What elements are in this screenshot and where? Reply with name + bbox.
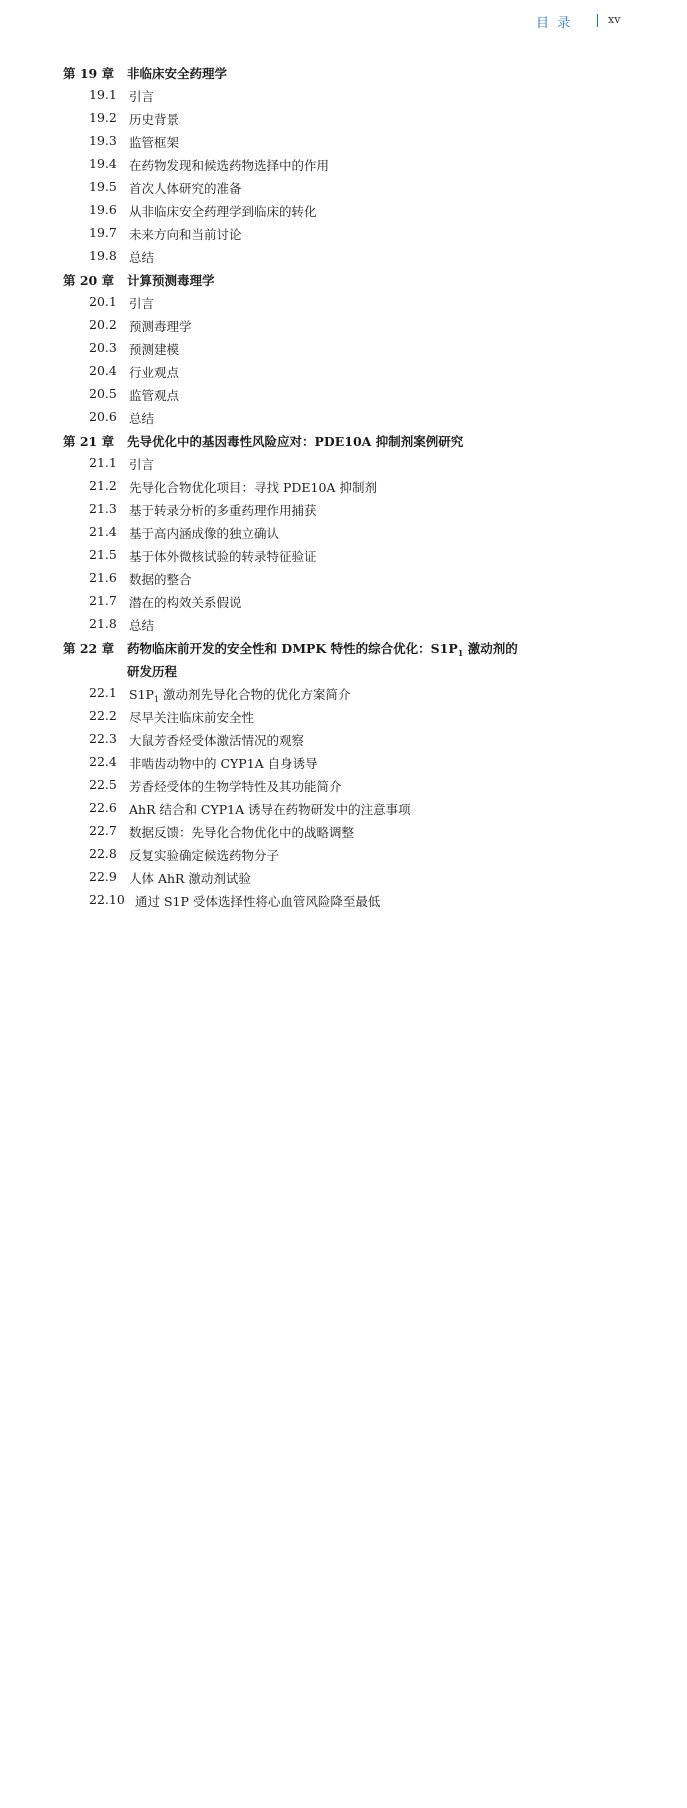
toc-section-entry[interactable] [0,175,687,198]
toc-section-entry[interactable] [0,612,687,635]
toc-entry-title: 总结 [129,411,155,426]
toc-entry-title: 大鼠芳香烃受体激活情况的观察 [129,733,305,748]
toc-entry-title: 总结 [129,250,155,265]
toc-section-entry[interactable] [0,704,687,727]
toc-entry-title: 总结 [129,618,155,633]
toc-entry-number: 20.6 [89,409,117,424]
toc-entry-title: 从非临床安全药理学到临床的转化 [129,204,317,219]
toc-entry-number: 21.6 [89,570,117,585]
toc-section-entry[interactable] [0,566,687,589]
toc-entry-number: 21.3 [89,501,117,516]
toc-entry-title: 基于转录分析的多重药理作用捕获 [129,503,317,518]
toc-section-entry[interactable] [0,520,687,543]
toc-entry-number: 22.7 [89,823,117,838]
toc-section-entry[interactable] [0,819,687,842]
toc-entry-number: 第 20 章 [63,273,115,288]
toc-entry-number: 21.5 [89,547,117,562]
toc-entry-title: 基于体外微核试验的转录特征验证 [129,549,317,564]
toc-entry-number: 20.3 [89,340,117,355]
running-header [0,8,687,34]
toc-entry-title: 先导化合物优化项目：寻找 PDE10A 抑制剂 [129,480,377,495]
toc-entry-title: 引言 [129,296,155,311]
toc-entry-number: 22.4 [89,754,117,769]
toc-entry-title: 芳香烃受体的生物学特性及其功能简介 [129,779,342,794]
toc-entry-title-part: S1P [129,687,154,702]
toc-entry-subscript: 1 [457,648,464,658]
toc-entry-number: 21.7 [89,593,117,608]
toc-entry-number: 19.7 [89,225,117,240]
toc-entry-title: 人体 AhR 激动剂试验 [129,871,251,886]
toc-entry-subscript: 1 [153,695,160,704]
toc-entry-number: 19.2 [89,110,117,125]
toc-section-entry[interactable] [0,750,687,773]
toc-section-entry[interactable] [0,336,687,359]
toc-entry-title: 未来方向和当前讨论 [129,227,242,242]
toc-entry-page [0,892,626,1808]
toc-entry-title: 预测建模 [129,342,180,357]
toc-entry-title: 预测毒理学 [129,319,192,334]
toc-entry-title: 通过 S1P 受体选择性将心血管风险降至最低 [135,894,381,909]
toc-section-entry[interactable] [0,313,687,336]
toc-section-entry[interactable] [0,842,687,865]
toc-entry-title: 行业观点 [129,365,180,380]
toc-entry-number: 22.10 [89,892,125,907]
toc-entry-title: 非啮齿动物中的 CYP1A 自身诱导 [129,756,318,771]
toc-entry-number: 22.8 [89,846,117,861]
toc-entry-number: 22.1 [89,685,117,700]
toc-section-entry[interactable] [0,198,687,221]
toc-entry-title: 先导优化中的基因毒性风险应对：PDE10A 抑制剂案例研究 [127,434,464,449]
toc-section-entry[interactable] [0,589,687,612]
header-divider [597,14,598,27]
toc-entry-number: 21.4 [89,524,117,539]
toc-section-entry[interactable] [0,244,687,267]
toc-entry-title: 首次人体研究的准备 [129,181,242,196]
toc-entry-title: 监管观点 [129,388,180,403]
toc-section-entry[interactable] [0,290,687,313]
toc-entry-title: 潜在的构效关系假说 [129,595,242,610]
toc-entry-title-part: 激动剂先导化合物的优化方案简介 [159,687,351,702]
toc-section-entry[interactable] [0,681,687,704]
toc-section-entry[interactable] [0,474,687,497]
toc-entry-title: 历史背景 [129,112,180,127]
toc-entry-title: 在药物发现和候选药物选择中的作用 [129,158,330,173]
toc-chapter-entry[interactable] [0,60,687,83]
toc-entry-title-part: 药物临床前开发的安全性和 DMPK 特性的综合优化：S1P [127,641,458,656]
toc-entry-title: 反复实验确定候选药物分子 [129,848,280,863]
toc-entry-number: 22.9 [89,869,117,884]
toc-chapter-continuation[interactable] [0,658,687,681]
toc-section-entry[interactable] [0,405,687,428]
toc-entry-number: 20.5 [89,386,117,401]
toc-section-entry[interactable] [0,451,687,474]
toc-section-entry[interactable] [0,497,687,520]
toc-entry-number: 19.5 [89,179,117,194]
toc-section-entry[interactable] [0,382,687,405]
toc-section-entry[interactable] [0,129,687,152]
toc-entry-number: 19.8 [89,248,117,263]
toc-entry-title: 引言 [129,89,155,104]
toc-entry-title: 研发历程 [127,664,178,679]
toc-entry-title: 非临床安全药理学 [127,66,228,81]
toc-entry-title: 引言 [129,457,155,472]
toc-entry-title [127,639,518,657]
toc-entry-number: 20.1 [89,294,117,309]
header-title: 目 录 [536,16,573,31]
toc-entry-number: 21.8 [89,616,117,631]
toc-section-entry[interactable] [0,543,687,566]
toc-entry-title: 监管框架 [129,135,180,150]
header-page-number: xv [608,13,621,26]
toc-entry-number: 20.2 [89,317,117,332]
toc-entry-title: 计算预测毒理学 [127,273,215,288]
toc-entry-title: 数据反馈：先导化合物优化中的战略调整 [129,825,355,840]
toc-section-entry[interactable] [0,865,687,888]
toc-chapter-entry[interactable] [0,267,687,290]
toc-section-entry[interactable] [0,106,687,129]
toc-entry-number: 19.6 [89,202,117,217]
toc-entry-title: AhR 结合和 CYP1A 诱导在药物研发中的注意事项 [129,802,411,817]
toc-entry-number: 19.3 [89,133,117,148]
toc-entry-number: 第 19 章 [63,66,115,81]
toc-entry-number: 22.6 [89,800,117,815]
toc-entry-number: 第 22 章 [63,641,115,656]
toc-entry-number: 22.3 [89,731,117,746]
toc-entry-number: 21.1 [89,455,117,470]
toc-entry-number: 21.2 [89,478,117,493]
toc-section-entry[interactable] [0,796,687,819]
toc-entry-number: 22.2 [89,708,117,723]
toc-section-entry[interactable] [0,221,687,244]
toc-section-entry[interactable] [0,888,687,911]
toc-entry-number: 19.1 [89,87,117,102]
toc-entry-title: 尽早关注临床前安全性 [129,710,255,725]
toc-entry-title: 数据的整合 [129,572,192,587]
toc-section-entry[interactable] [0,773,687,796]
toc-entry-title-part: 激动剂的 [463,641,518,656]
toc-chapter-entry[interactable] [0,635,687,658]
toc-chapter-entry[interactable] [0,428,687,451]
toc-section-entry[interactable] [0,359,687,382]
toc-entry-number: 第 21 章 [63,434,115,449]
table-of-contents [0,60,687,911]
toc-entry-number: 19.4 [89,156,117,171]
toc-entry-number: 20.4 [89,363,117,378]
toc-entry-title: 基于高内涵成像的独立确认 [129,526,280,541]
toc-section-entry[interactable] [0,83,687,106]
toc-section-entry[interactable] [0,727,687,750]
toc-section-entry[interactable] [0,152,687,175]
toc-entry-number: 22.5 [89,777,117,792]
